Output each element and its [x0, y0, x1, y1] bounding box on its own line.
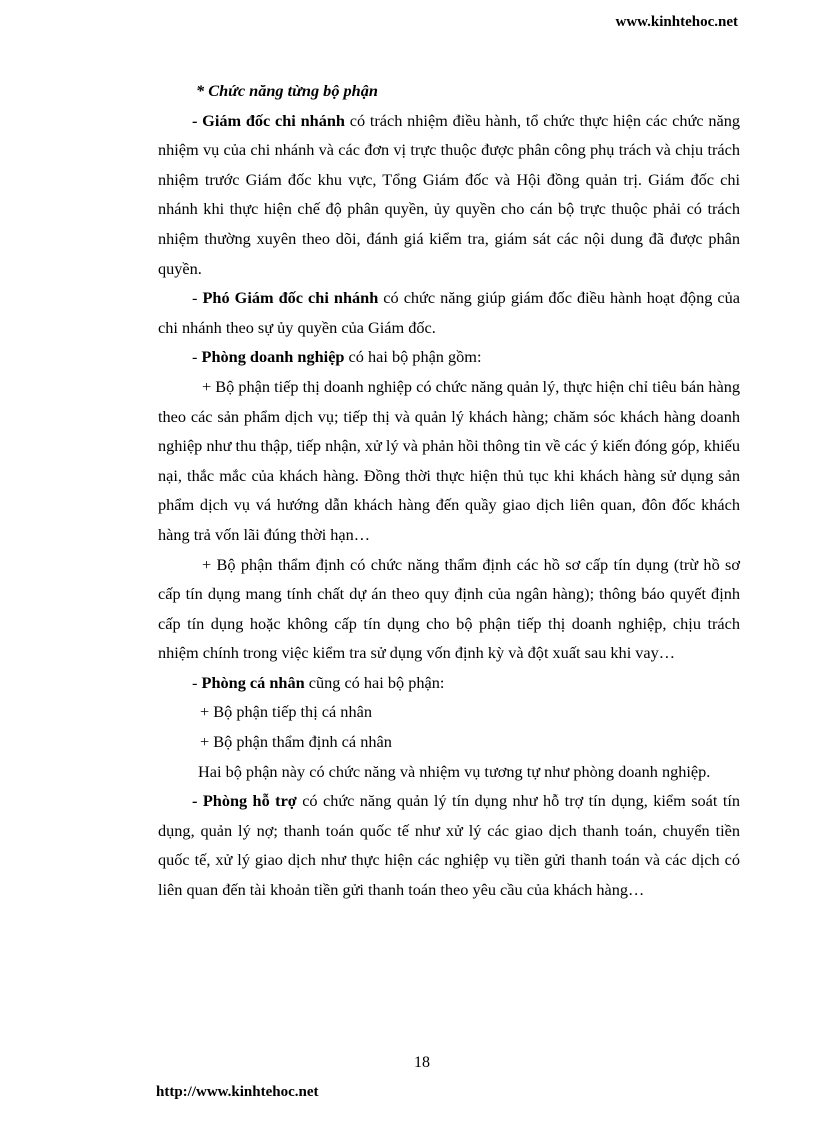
paragraph-lead: - Phòng hỗ trợ: [192, 791, 297, 811]
paragraph-personal-summary: Hai bộ phận này có chức năng và nhiệm vụ tương tự như phòng doanh nghiệp.: [198, 761, 711, 781]
paragraph-personal-appraisal: + Bộ phận thẩm định cá nhân: [200, 732, 392, 752]
paragraph-enterprise-marketing: + Bộ phận tiếp thị doanh nghiệp có chức năng quản lý, thực hiện chỉ tiêu bán hàng theo các sản phẩm dịch vụ; tiếp thị và quản lý khách hàng; chăm sóc khách hàng doanh nghiệp như thu thập, tiếp nhận, xử lý và phản hồi thông tin về các ý kiến đóng góp, khiếu nại, thắc mắc của khách hàng. Đồng thời thực hiện thủ tục khi khách hàng sử dụng sản phẩm dịch vụ vá hướng dẫn khách hàng đến quầy giao dịch liên quan, đôn đốc khách hàng trả vốn lãi đúng thời hạn…: [158, 376, 740, 544]
paragraph-text: có chức năng quản lý tín dụng như hỗ trợ tín dụng, kiểm soát tín dụng, quản lý nợ; thanh toán quốc tế như xử lý các giao dịch thanh toán, chuyển tiền quốc tế, xử lý giao dịch như thực hiện các nghiệp vụ tiền gửi thanh toán và các dịch có liên quan đến tài khoản tiền gửi thanh toán theo yêu cầu của khách hàng…: [158, 791, 741, 900]
paragraph-lead: Phòng cá nhân: [201, 672, 305, 692]
paragraph-lead: - Giám đốc chi nhánh: [192, 110, 345, 130]
section-title: * Chức năng từng bộ phận: [196, 81, 378, 100]
document-body: [158, 76, 740, 905]
paragraph-lead: Phó Giám đốc chi nhánh: [202, 288, 379, 308]
paragraph-enterprise-dept: [158, 342, 740, 372]
paragraph-prefix: -: [192, 672, 202, 692]
paragraph-prefix: -: [192, 347, 202, 367]
paragraph-prefix: -: [192, 288, 203, 308]
header-url: www.kinhtehoc.net: [615, 14, 738, 30]
paragraph-text: có trách nhiệm điều hành, tổ chức thực hiện các chức năng nhiệm vụ của chi nhánh và các đơn vị trực thuộc được phân công phụ trách và chịu trách nhiệm trước Giám đốc khu vực, Tổng Giám đốc và Hội đồng quản trị. Giám đốc chi nhánh khi thực hiện chế độ phân quyền, ủy quyền cho cán bộ trực thuộc phải có trách nhiệm thường xuyên theo dõi, đánh giá kiểm tra, giám sát các nội dung đã được phân quyền.: [158, 110, 740, 278]
page-number: 18: [414, 1054, 430, 1071]
footer-url[interactable]: http://www.kinhtehoc.net: [156, 1084, 319, 1100]
paragraph-director: [158, 106, 740, 284]
paragraph-deputy-director: [158, 283, 740, 342]
paragraph-personal-dept: [158, 668, 740, 698]
paragraph-support-dept: [158, 786, 740, 904]
paragraph-lead: Phòng doanh nghiệp: [201, 347, 345, 367]
paragraph-text: có chức năng giúp giám đốc điều hành hoạt động của chi nhánh theo sự ủy quyền của Giám đốc.: [158, 288, 740, 337]
paragraph-text: có hai bộ phận gồm:: [344, 347, 482, 367]
paragraph-text: cũng có hai bộ phận:: [304, 672, 445, 692]
paragraph-enterprise-appraisal: + Bộ phận thẩm định có chức năng thẩm định các hồ sơ cấp tín dụng (trừ hồ sơ cấp tín dụng mang tính chất dự án theo quy định của ngân hàng); thông báo quyết định cấp tín dụng hoặc không cấp tín dụng cho bộ phận tiếp thị doanh nghiệp, chịu trách nhiệm chính trong việc kiểm tra sử dụng vốn định kỳ và đột xuất sau khi vay…: [158, 554, 740, 663]
paragraph-personal-marketing: + Bộ phận tiếp thị cá nhân: [200, 702, 372, 722]
